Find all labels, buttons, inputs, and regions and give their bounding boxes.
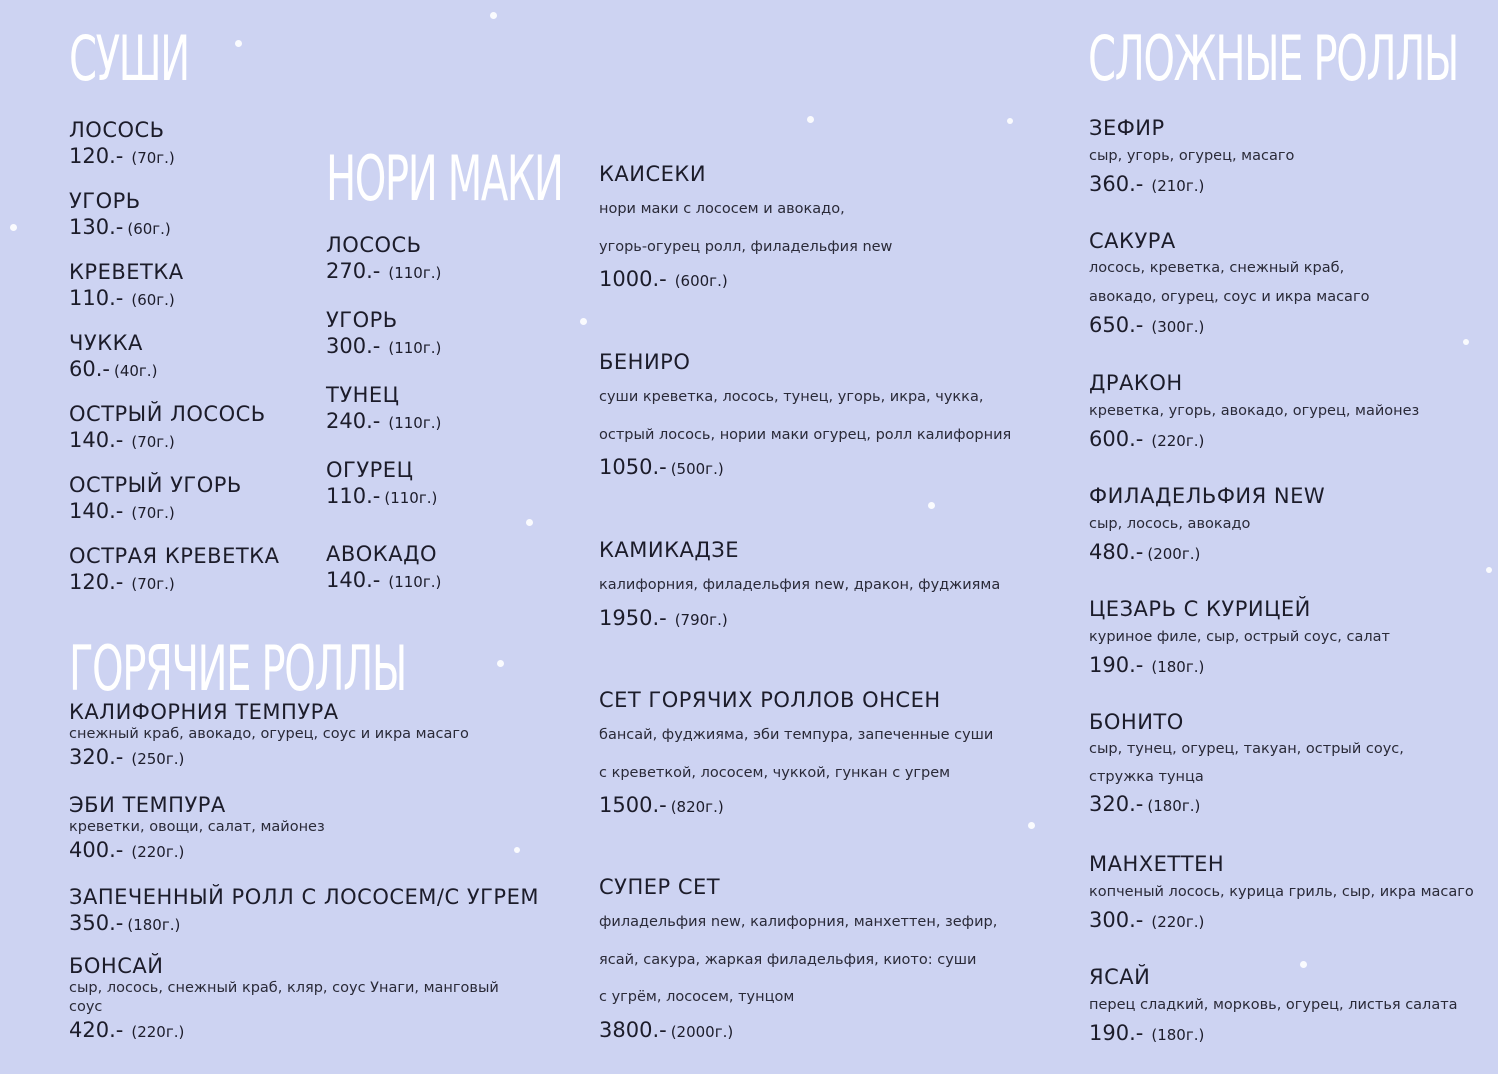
item-price: 300.- xyxy=(326,334,381,358)
item-description: сыр, лосось, авокадо xyxy=(1089,516,1251,532)
item-price: 110.- xyxy=(69,286,124,310)
item-weight: (110г.) xyxy=(388,414,442,432)
item-price: 1050.- xyxy=(599,455,667,479)
item-name: КРЕВЕТКА xyxy=(69,260,184,284)
item-weight: (200г.) xyxy=(1147,545,1201,563)
item-weight: (180г.) xyxy=(127,916,181,934)
item-weight: (820г.) xyxy=(670,798,724,816)
menu-item xyxy=(599,538,1011,688)
item-description: креветки, овощи, салат, майонез xyxy=(69,819,325,835)
item-description: копченый лосось, курица гриль, сыр, икра масаго xyxy=(1089,884,1474,900)
item-description: сыр, тунец, огурец, такуан, острый соус, xyxy=(1089,741,1404,757)
menu-item xyxy=(1089,371,1474,484)
item-description: ясай, сакура, жаркая филадельфия, киото: суши xyxy=(599,951,977,968)
item-weight: (110г.) xyxy=(388,339,442,357)
item-name: ФИЛАДЕЛЬФИЯ NEW xyxy=(1089,484,1326,508)
item-name: БЕНИРО xyxy=(599,350,691,374)
item-name: ОСТРЫЙ УГОРЬ xyxy=(69,473,242,497)
menu-item xyxy=(1089,852,1474,965)
item-weight: (110г.) xyxy=(388,264,442,282)
menu-item xyxy=(1089,597,1474,710)
item-description: стружка тунца xyxy=(1089,769,1204,785)
menu-item xyxy=(69,700,549,793)
item-price: 480.- xyxy=(1089,540,1144,564)
menu-item xyxy=(1089,116,1474,229)
menu-item xyxy=(69,118,279,189)
item-weight: (180г.) xyxy=(1151,1026,1205,1044)
item-name: БОНИТО xyxy=(1089,710,1184,734)
item-name: КАЛИФОРНИЯ ТЕМПУРА xyxy=(69,700,339,724)
menu-item xyxy=(326,308,441,383)
item-weight: (60г.) xyxy=(131,291,175,309)
item-weight: (300г.) xyxy=(1151,318,1205,336)
item-name: ЧУККА xyxy=(69,331,143,355)
item-price: 120.- xyxy=(69,144,124,168)
menu-item xyxy=(599,875,1011,1046)
item-price: 140.- xyxy=(69,499,124,523)
item-weight: (2000г.) xyxy=(670,1022,734,1041)
item-name: СЕТ ГОРЯЧИХ РОЛЛОВ ОНСЕН xyxy=(599,688,941,712)
section-title-nori-maki: НОРИ МАКИ xyxy=(326,142,563,215)
snow-dot xyxy=(490,12,497,19)
item-description: филадельфия new, калифорния, манхеттен, зефир, xyxy=(599,914,998,930)
item-name: УГОРЬ xyxy=(326,308,398,332)
item-price: 300.- xyxy=(1089,908,1144,932)
menu-item xyxy=(69,954,549,1046)
item-description: снежный краб, авокадо, огурец, соус и икра масаго xyxy=(69,726,469,742)
item-weight: (180г.) xyxy=(1151,658,1205,676)
section-title-sushi: СУШИ xyxy=(69,22,189,95)
item-name: ОГУРЕЦ xyxy=(326,458,414,482)
item-price: 320.- xyxy=(1089,792,1144,816)
item-weight: (70г.) xyxy=(131,433,175,451)
menu-item xyxy=(1089,484,1474,597)
item-description: сыр, угорь, огурец, масаго xyxy=(1089,148,1295,164)
item-weight: (70г.) xyxy=(131,149,175,167)
item-price: 320.- xyxy=(69,745,124,769)
item-description: лосось, креветка, снежный краб, xyxy=(1089,260,1345,276)
item-description: угорь-огурец ролл, филадельфия new xyxy=(599,238,893,255)
item-name: ЦЕЗАРЬ С КУРИЦЕЙ xyxy=(1089,597,1311,621)
item-name: ОСТРАЯ КРЕВЕТКА xyxy=(69,544,280,568)
item-price: 1500.- xyxy=(599,793,667,817)
item-name: ЛОСОСЬ xyxy=(69,118,165,142)
item-description: перец сладкий, морковь, огурец, листья салата xyxy=(1089,997,1458,1013)
menu-item xyxy=(599,162,1011,350)
item-price: 240.- xyxy=(326,409,381,433)
item-weight: (180г.) xyxy=(1147,797,1201,815)
snow-dot xyxy=(526,519,533,526)
item-price: 140.- xyxy=(69,428,124,452)
item-name: МАНХЕТТЕН xyxy=(1089,852,1225,876)
menu-item xyxy=(69,544,279,615)
item-price: 140.- xyxy=(326,568,381,592)
menu-item xyxy=(599,350,1011,538)
item-description: авокадо, огурец, соус и икра масаго xyxy=(1089,289,1370,305)
menu-item xyxy=(1089,229,1474,371)
menu-item xyxy=(1089,965,1474,1049)
item-description: с креветкой, лососем, чуккой, гункан с угрем xyxy=(599,764,951,781)
item-weight: (210г.) xyxy=(1151,177,1205,195)
menu-item xyxy=(326,233,441,308)
menu-item xyxy=(69,402,279,473)
item-weight: (220г.) xyxy=(1151,913,1205,931)
menu-item xyxy=(1089,710,1474,852)
item-price: 1000.- xyxy=(599,267,667,291)
item-description: креветка, угорь, авокадо, огурец, майонез xyxy=(1089,403,1420,419)
item-price: 270.- xyxy=(326,259,381,283)
item-name: ТУНЕЦ xyxy=(326,383,400,407)
item-weight: (220г.) xyxy=(131,843,185,861)
item-name: ЗЕФИР xyxy=(1089,116,1165,140)
menu-item xyxy=(326,458,441,542)
item-name: КАИСЕКИ xyxy=(599,162,707,186)
sets-list xyxy=(599,162,1011,1046)
item-weight: (600г.) xyxy=(674,272,728,290)
snow-dot xyxy=(235,40,242,47)
snow-dot xyxy=(580,318,587,325)
snow-dot xyxy=(497,660,504,667)
item-price: 120.- xyxy=(69,570,124,594)
item-price: 600.- xyxy=(1089,427,1144,451)
item-weight: (40г.) xyxy=(113,362,158,380)
item-weight: (250г.) xyxy=(131,750,185,768)
item-price: 350.- xyxy=(69,911,124,935)
section-title-hot-rolls: ГОРЯЧИЕ РОЛЛЫ xyxy=(69,632,406,705)
item-weight: (110г.) xyxy=(388,573,442,591)
item-price: 190.- xyxy=(1089,1021,1144,1045)
item-description: калифорния, филадельфия new, дракон, фуджияма xyxy=(599,577,1001,593)
menu-item xyxy=(599,688,1011,875)
sushi-list xyxy=(69,118,279,615)
hot-rolls-list xyxy=(69,700,549,1046)
menu-item xyxy=(69,473,279,544)
section-title-complex-rolls: СЛОЖНЫЕ РОЛЛЫ xyxy=(1088,22,1458,95)
item-price: 130.- xyxy=(69,215,124,239)
item-name: КАМИКАДЗЕ xyxy=(599,538,740,562)
nori-maki-list xyxy=(326,233,441,617)
item-name: ЯСАЙ xyxy=(1089,965,1151,989)
menu-item xyxy=(69,189,279,260)
menu-item xyxy=(326,542,441,617)
item-name: ЛОСОСЬ xyxy=(326,233,422,257)
item-name: САКУРА xyxy=(1089,229,1176,253)
item-name: ДРАКОН xyxy=(1089,371,1183,395)
item-weight: (70г.) xyxy=(131,504,175,522)
item-price: 400.- xyxy=(69,838,124,862)
item-name: УГОРЬ xyxy=(69,189,141,213)
item-price: 110.- xyxy=(326,484,381,508)
item-name: СУПЕР СЕТ xyxy=(599,875,721,899)
menu-item xyxy=(69,793,549,885)
item-description: куриное филе, сыр, острый соус, салат xyxy=(1089,629,1390,645)
item-weight: (790г.) xyxy=(674,610,728,629)
item-name: ОСТРЫЙ ЛОСОСЬ xyxy=(69,402,266,426)
item-price: 3800.- xyxy=(599,1017,667,1042)
snow-dot xyxy=(1028,822,1035,829)
menu-item xyxy=(69,260,279,331)
item-weight: (70г.) xyxy=(131,575,175,593)
item-weight: (60г.) xyxy=(127,220,171,238)
item-weight: (220г.) xyxy=(131,1023,185,1041)
complex-rolls-list xyxy=(1089,116,1474,1049)
item-name: ЗАПЕЧЕННЫЙ РОЛЛ С ЛОСОСЕМ/С УГРЕМ xyxy=(69,885,539,909)
item-name: АВОКАДО xyxy=(326,542,438,566)
item-name: ЭБИ ТЕМПУРА xyxy=(69,793,226,817)
item-price: 360.- xyxy=(1089,172,1144,196)
item-price: 60.- xyxy=(69,357,110,381)
item-description: нори маки с лососем и авокадо, xyxy=(599,201,845,217)
item-price: 1950.- xyxy=(599,605,667,630)
menu-item xyxy=(69,331,279,402)
snow-dot xyxy=(807,116,814,123)
item-weight: (110г.) xyxy=(384,489,438,507)
menu-item xyxy=(326,383,441,458)
item-name: БОНСАЙ xyxy=(69,954,164,978)
menu-item xyxy=(69,885,549,954)
item-description: сыр, лосось, снежный краб, кляр, соус Унаги, манговый соус xyxy=(69,980,499,1015)
item-description: с угрём, лососем, тунцом xyxy=(599,989,795,1005)
item-description: острый лосось, нории маки огурец, ролл калифорния xyxy=(599,426,1012,443)
item-description: бансай, фуджияма, эби темпура, запеченные суши xyxy=(599,727,994,743)
item-description: суши креветка, лосось, тунец, угорь, икра, чукка, xyxy=(599,389,984,405)
item-weight: (220г.) xyxy=(1151,432,1205,450)
item-price: 650.- xyxy=(1089,313,1144,337)
snow-dot xyxy=(1007,118,1013,124)
item-price: 190.- xyxy=(1089,653,1144,677)
snow-dot xyxy=(1486,567,1492,573)
item-weight: (500г.) xyxy=(670,460,724,478)
item-price: 420.- xyxy=(69,1018,124,1042)
snow-dot xyxy=(10,224,17,231)
